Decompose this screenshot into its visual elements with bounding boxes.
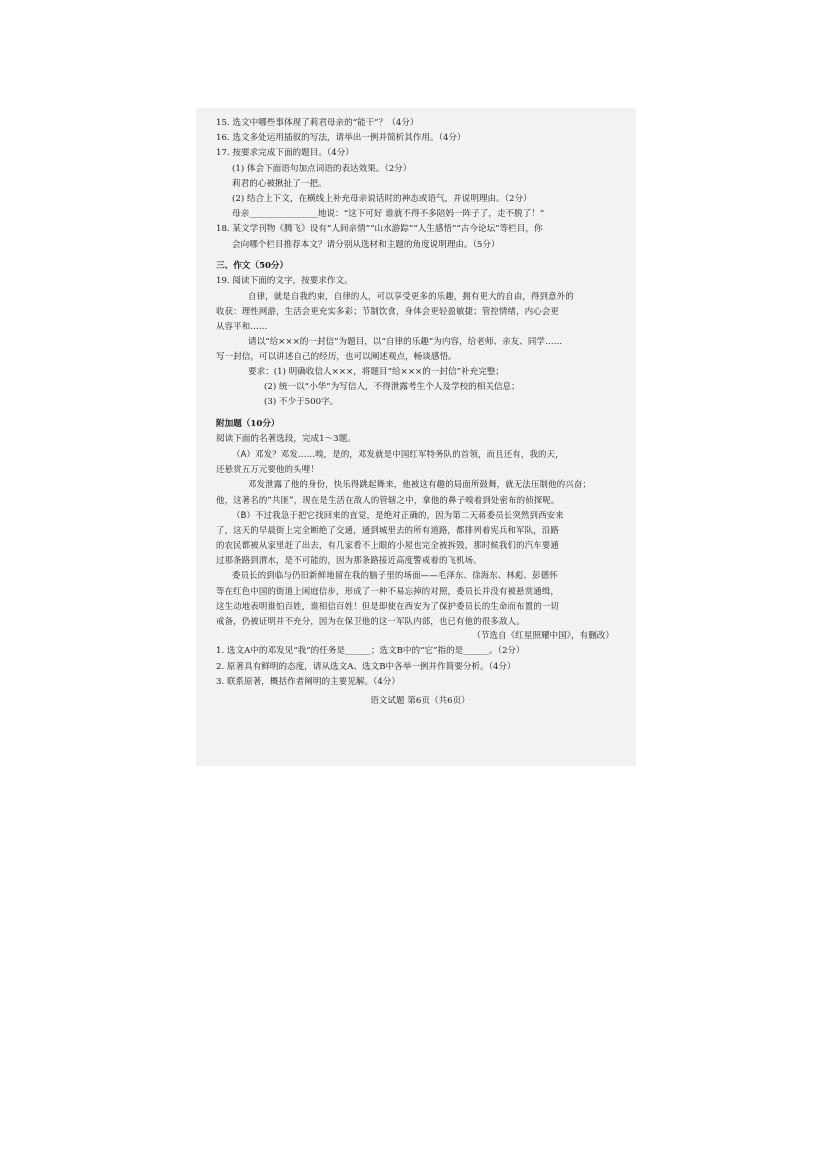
composition-prompt-line: 写一封信，可以讲述自己的经历，也可以阐述观点，畅谈感悟。 [216, 351, 457, 362]
composition-passage-line: 收获：理性网游，生活会更充实多彩；节制饮食，身体会更轻盈敏捷；管控情绪，内心会更 [216, 306, 559, 317]
question-17-fill-line: 母亲________________地说：“这下可好 谁就不得不多陪妈一阵子了，走不脱了！” [232, 209, 545, 220]
requirement-3: (3) 不少于500字。 [264, 397, 339, 408]
source-citation: （节选自《红星照耀中国》，有删改） [472, 631, 614, 642]
composition-prompt-line: 请以“给×××的一封信”为题目，以“自律的乐趣”为内容，给老师、亲友、同学…… [248, 336, 563, 347]
composition-section [216, 259, 624, 411]
passage-b-line: 戒备，仍被证明并不充分，因为在保卫他的这一军队内部，也已有他的很多敌人。 [216, 616, 525, 626]
page-footer: 语文试题 第6页（共6页） [370, 695, 470, 706]
passage-a-line: 还悬赏五万元要他的头哩！ [216, 464, 319, 475]
passage-b-line: 过那条路到渭水，是不可能的，因为那条路接近高度警戒着的飞机场。 [216, 555, 482, 566]
passage-a-line: （A）邓发？邓发……嗅，是的，邓发就是中国红军特务队的首领，而且还有，我的天， [232, 448, 564, 459]
passage-a-line: 他，这著名的“共匪”，现在是生活在敌人的管辖之中，拿他的鼻子嗅着到处密布的侦探呢。 [216, 494, 560, 505]
question-16: 16. 选文多处运用插叙的写法，请举出一例并简析其作用。（4分） [216, 133, 466, 144]
composition-passage-line: 从容平和…… [216, 321, 268, 332]
requirement-1: 要求：(1) 明确收信人×××，将题目“给×××的一封信”补充完整； [248, 367, 504, 377]
reading-questions [216, 116, 624, 253]
question-17-part-1: (1) 体会下面语句加点词语的表达效果。（2分） [232, 163, 412, 174]
passage-b-line: 委员长的到临与仍旧新鲜地留在我的脑子里的场面——毛泽东、徐海东、林彪、彭德怀 [232, 570, 558, 581]
question-17-sentence: 莉君的心被揪扯了一把。 [232, 178, 327, 189]
exam-page [216, 116, 624, 709]
bonus-heading: 附加题（10分） [216, 418, 280, 429]
question-17: 17. 按要求完成下面的题目。（4分） [216, 148, 354, 159]
requirement-2: (2) 统一以“小华”为写信人，不得泄露考生个人及学校的相关信息； [264, 382, 520, 393]
question-17-part-2: (2) 结合上下文，在横线上补充母亲说话时的神态或语气，并说明理由。（2分） [232, 193, 532, 204]
section-heading: 三、作文（50分） [216, 260, 289, 271]
bonus-question-2: 2. 原著具有鲜明的态度，请从选文A、选文B中各举一例并作简要分析。（4分） [216, 661, 516, 672]
bonus-intro: 阅读下面的名著选段，完成1～3题。 [216, 433, 356, 444]
passage-b-line: （B）不过我急于把它找回来的直觉，是绝对正确的，因为第二天蒋委员长突然到西安来 [232, 509, 564, 520]
bonus-question-1: 1. 选文A中的邓发见“我”的任务是______；选文B中的“它”指的是______。（2分） [216, 646, 525, 657]
passage-b-line: 等在红色中国的街道上闲庭信步，形成了一种不易忘掉的对照，委员长并没有被悬赏通缉， [216, 585, 559, 596]
passage-b-line: 的农民都被从家里赶了出去，有几家看不上眼的小屋也完全被拆毁，那时候我们的汽车要通 [216, 540, 559, 551]
question-19: 19. 阅读下面的文字，按要求作文。 [216, 275, 353, 286]
question-18: 18. 某文学刊物《腾飞》设有“人间亲情”“山水游踪”“人生感悟”“古今论坛”等栏目，你 [216, 224, 543, 235]
composition-passage-line: 自律，就是自我约束，自律的人，可以享受更多的乐趣，拥有更大的自由，得到意外的 [248, 291, 574, 302]
passage-b-line: 这生动地表明谁怕百姓，谁相信百姓！但是即使在西安为了保护委员长的生命而布置的一切 [216, 600, 559, 611]
bonus-section [216, 417, 624, 690]
passage-a-line: 邓发泄露了他的身份，快乐得跳起舞来，他被这有趣的局面所鼓舞，就无法压制他的兴奋； [248, 479, 591, 490]
question-15: 15. 选文中哪些事体现了莉君母亲的“能干”？（4分） [216, 118, 419, 128]
passage-b-line: 了，这天的早晨街上完全断绝了交通，通到城里去的所有道路，都排列着宪兵和军队，沿路 [216, 524, 559, 535]
bonus-question-3: 3. 联系原著，概括作者阐明的主要见解。（4分） [216, 676, 400, 687]
question-18-cont: 会向哪个栏目推荐本文？请分别从选材和主题的角度说明理由。（5分） [232, 239, 500, 250]
